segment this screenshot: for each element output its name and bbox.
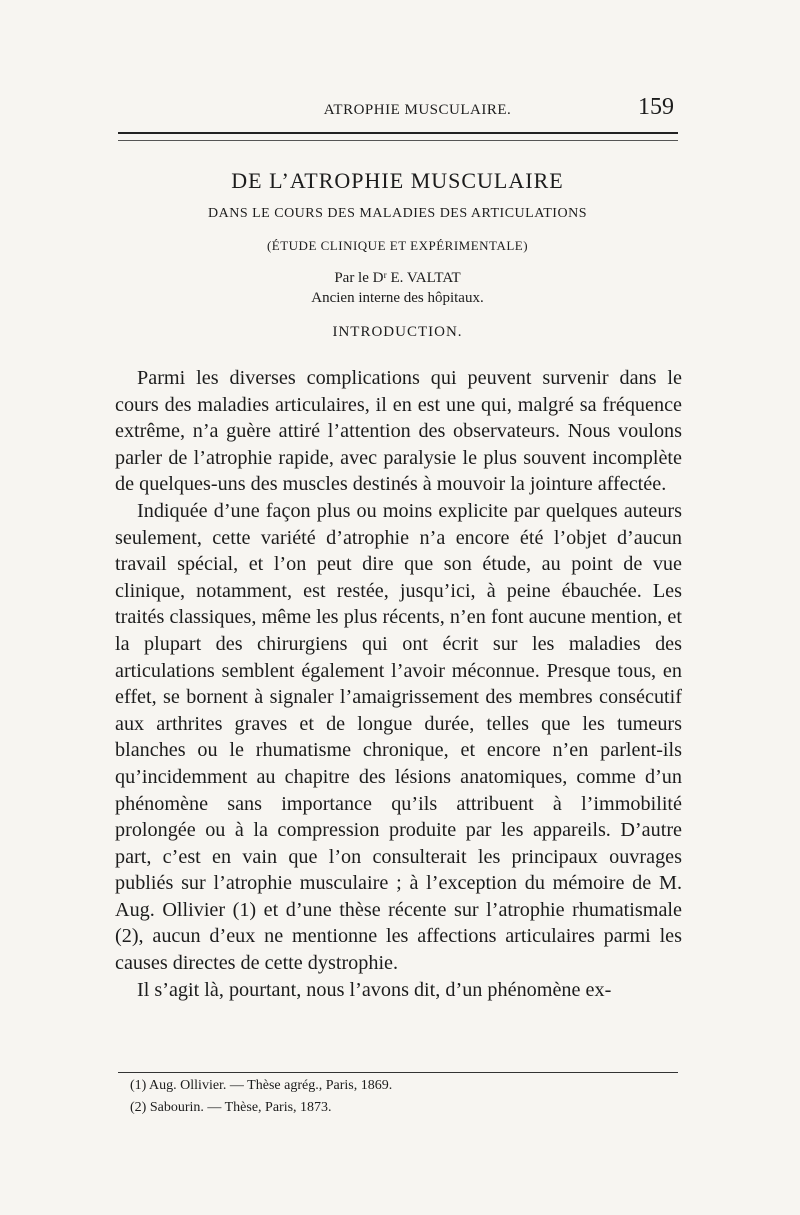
page-number: 159: [638, 94, 674, 120]
header-rule: [118, 132, 678, 141]
section-heading: INTRODUCTION.: [332, 324, 463, 340]
paragraph: Il s’agit là, pourtant, nous l’avons dit, d’un phénomène ex-: [137, 978, 612, 1001]
article-title: DE L’ATROPHIE MUSCULAIRE: [231, 168, 564, 193]
running-title: ATROPHIE MUSCULAIRE.: [323, 102, 512, 118]
article-subtitle: DANS LE COURS DES MALADIES DES ARTICULATIONS: [208, 206, 587, 221]
author-title: Ancien interne des hôpitaux.: [311, 290, 484, 306]
paragraph: Indiquée d’une façon plus ou moins explicite par quelques auteurs seulement, cette variété d’atrophie n’a encore été l’objet d’aucun travail spécial, et l’on peut dire que son étude, au point de vue clinique, notamment, est restée, jusqu’ici, à peine ébauchée. Les traités classiques, même les plus récents, n’en font aucune mention, et la plupart des chirurgiens qui ont écrit sur les maladies des articulations semblent également l’avoir méconnue. Presque tous, en effet, se bornent à signaler l’amaigrissement des membres consécutif aux arthrites graves et de longue durée, telles que les tumeurs blanches ou le rhumatisme chronique, et encore n’en parlent-ils qu’incidemment au chapitre des lésions anatomiques, comme d’un phénomène sans importance qu’ils attribuent à l’immobilité prolongée ou à la compression produite par les appareils. D’autre part, c’est en vain que l’on consulterait les principaux ouvrages publiés sur l’atrophie musculaire ; à l’exception du mémoire de M. Aug. Ollivier (1) et d’une thèse récente sur l’atrophie rhumatismale (2), aucun d’eux ne mentionne les affections articulaires parmi les causes directes de cette dystrophie.: [115, 499, 682, 975]
running-header: [115, 90, 680, 120]
footnote: (1) Aug. Ollivier. — Thèse agrég., Paris, 1869.: [130, 1078, 393, 1093]
body-text: [115, 365, 682, 1003]
footnote-rule: [118, 1072, 678, 1073]
author-byline: Par le Dʳ E. VALTAT: [334, 270, 461, 286]
footnote: (2) Sabourin. — Thèse, Paris, 1873.: [130, 1100, 332, 1115]
title-block: [115, 160, 680, 348]
footnotes: [130, 1075, 680, 1119]
study-type: (ÉTUDE CLINIQUE ET EXPÉRIMENTALE): [266, 238, 529, 253]
paragraph: Parmi les diverses complications qui peuvent survenir dans le cours des maladies articulaires, il en est une qui, malgré sa fréquence extrême, n’a guère attiré l’attention des observateurs. Nous voulons parler de l’atrophie rapide, avec paralysie le plus souvent incomplète de quelques-uns des muscles destinés à mouvoir la jointure affectée.: [115, 367, 682, 496]
